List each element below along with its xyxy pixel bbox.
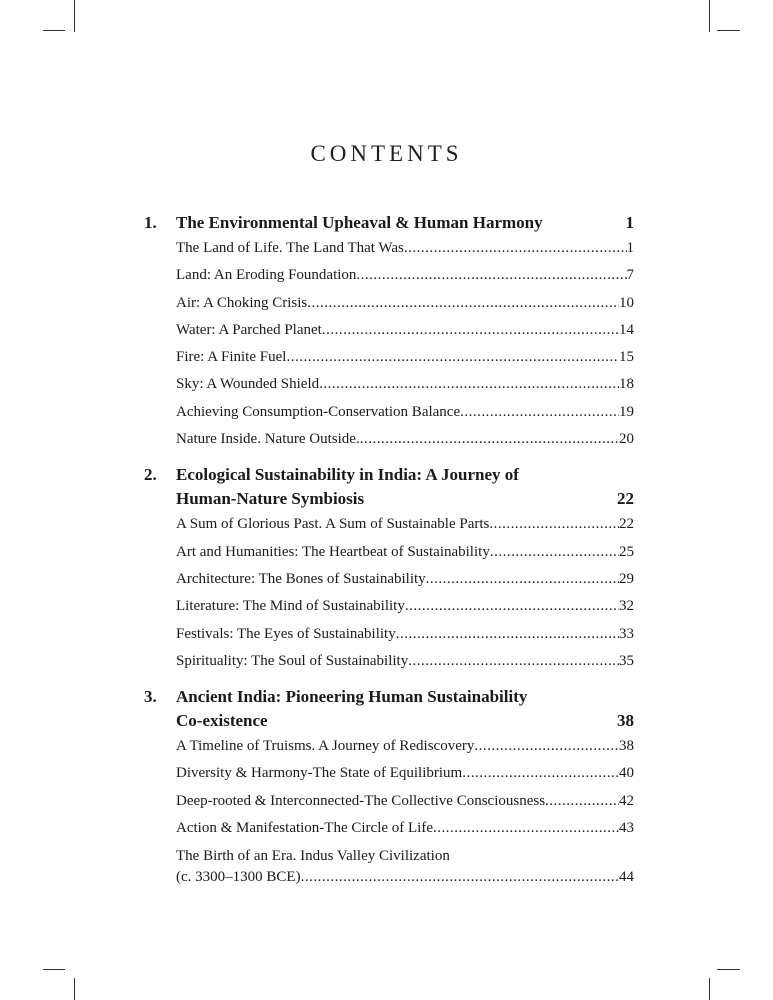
toc-entry[interactable] (144, 344, 634, 371)
chapter-number: 3. (144, 687, 157, 707)
chapter-page: 22 (617, 489, 634, 509)
toc-entry[interactable] (144, 399, 634, 426)
leader-dots (433, 815, 619, 842)
toc-entry-page: 32 (619, 598, 634, 615)
crop-mark-top-left-vertical (74, 0, 75, 32)
chapter-page: 38 (617, 711, 634, 731)
toc-entry[interactable] (144, 593, 634, 620)
leader-dots (356, 262, 626, 289)
chapter-number-spacer (144, 709, 176, 733)
toc-entry-title: Land: An Eroding Foundation (176, 267, 357, 284)
toc-entry-title: Nature Inside. Nature Outside. (176, 431, 360, 448)
leader-dots (490, 539, 619, 566)
toc-entry-title: The Birth of an Era. Indus Valley Civilization (176, 848, 450, 865)
toc-entry-page: 40 (619, 765, 634, 782)
chapter-title: Ancient India: Pioneering Human Sustainability (176, 687, 528, 707)
leader-dots (462, 760, 619, 787)
toc-entry-title: Achieving Consumption-Conservation Balance (176, 403, 461, 420)
toc-entry-title: Literature: The Mind of Sustainability (176, 598, 405, 615)
chapter-heading[interactable] (144, 211, 634, 235)
chapter-heading-continued[interactable] (144, 487, 634, 511)
toc-entry-page: 18 (619, 376, 634, 393)
leader-dots (426, 566, 619, 593)
toc-entry[interactable] (144, 788, 634, 815)
crop-mark-top-right-vertical (709, 0, 710, 32)
toc-entry-page: 7 (626, 267, 634, 284)
leader-dots (322, 317, 619, 344)
toc-entry-title: Spirituality: The Soul of Sustainability (176, 652, 409, 669)
toc-entry-title-line2: (c. 3300–1300 BCE) (176, 869, 301, 886)
toc-entry-title: A Timeline of Truisms. A Journey of Rediscovery (176, 738, 475, 755)
chapter-title: The Environmental Upheaval & Human Harmony (176, 213, 543, 232)
toc-entry-page: 42 (619, 792, 634, 809)
toc-entry-page: 25 (619, 543, 634, 560)
toc-entry[interactable] (144, 511, 634, 538)
chapter-title-line2: Human-Nature Symbiosis (176, 489, 365, 509)
toc-entry[interactable] (144, 539, 634, 566)
toc-entry[interactable] (144, 290, 634, 317)
leader-dots (286, 344, 619, 371)
toc-entry[interactable] (144, 371, 634, 398)
chapter-title: Ecological Sustainability in India: A Journey of (176, 465, 519, 485)
toc-entry[interactable] (144, 566, 634, 593)
leader-dots (489, 511, 619, 538)
toc-entry-title: Air: A Choking Crisis (176, 294, 308, 311)
toc-entry-page: 29 (619, 570, 634, 587)
toc-entry[interactable] (144, 235, 634, 262)
toc-entry[interactable] (144, 621, 634, 648)
chapter-number: 2. (144, 465, 157, 485)
leader-dots (360, 426, 619, 453)
leader-dots (545, 788, 619, 815)
chapter-page: 1 (625, 213, 634, 232)
toc-entry-page: 10 (619, 294, 634, 311)
crop-mark-bottom-left-horizontal (43, 969, 65, 970)
toc-entry-title: Action & Manifestation-The Circle of Life (176, 820, 433, 837)
toc-entry[interactable] (144, 815, 634, 842)
leader-dots (408, 648, 619, 675)
leader-dots (301, 866, 619, 888)
toc-entry-continued[interactable] (144, 866, 634, 888)
toc-entry-title: Fire: A Finite Fuel (176, 349, 287, 366)
leader-dots (319, 371, 619, 398)
toc-entry-page: 33 (619, 625, 634, 642)
toc-entry-page: 38 (619, 738, 634, 755)
toc-entry-page: 14 (619, 321, 634, 338)
toc-entry[interactable] (144, 262, 634, 289)
toc-entry-page: 20 (619, 431, 634, 448)
toc-entry-page: 35 (619, 652, 634, 669)
leader-dots (307, 290, 619, 317)
toc-entry[interactable] (144, 317, 634, 344)
toc-entry-page: 15 (619, 349, 634, 366)
chapter-heading[interactable] (144, 463, 634, 487)
crop-mark-top-left-horizontal (43, 30, 65, 31)
chapter-heading[interactable] (144, 685, 634, 709)
toc-entry-title: Water: A Parched Planet (176, 321, 322, 338)
toc-entry-title: Sky: A Wounded Shield (176, 376, 320, 393)
crop-mark-top-right-horizontal (717, 30, 740, 31)
crop-mark-bottom-left-vertical (74, 978, 75, 1000)
toc-entry-title: The Land of Life. The Land That Was (176, 240, 404, 256)
toc-entry[interactable] (144, 426, 634, 453)
leader-dots (460, 399, 619, 426)
toc-entry-page: 1 (626, 240, 634, 256)
leader-dots (474, 733, 619, 760)
crop-mark-bottom-right-horizontal (717, 969, 740, 970)
toc-entry-title: Festivals: The Eyes of Sustainability (176, 625, 396, 642)
toc-entry-multiline[interactable] (144, 842, 634, 866)
toc-entry-title: Deep-rooted & Interconnected-The Collective Consciousness (176, 792, 546, 809)
chapter-heading-continued[interactable] (144, 709, 634, 733)
toc-entry-page: 44 (619, 869, 634, 886)
toc-entry-title: A Sum of Glorious Past. A Sum of Sustainable Parts (176, 516, 490, 533)
chapter-number-spacer (144, 487, 176, 511)
toc-entry-title: Diversity & Harmony-The State of Equilibrium (176, 765, 463, 782)
crop-mark-bottom-right-vertical (709, 978, 710, 1000)
leader-dots (396, 621, 619, 648)
leader-dots (405, 593, 619, 620)
leader-dots (404, 235, 627, 262)
table-of-contents (144, 211, 634, 888)
toc-entry-title: Architecture: The Bones of Sustainability (176, 570, 426, 587)
toc-entry-page: 43 (619, 820, 634, 837)
toc-entry-page: 19 (619, 403, 634, 420)
toc-entry[interactable] (144, 733, 634, 760)
chapter-title-line2: Co-existence (176, 711, 268, 731)
toc-entry-title: Art and Humanities: The Heartbeat of Sustainability (176, 543, 490, 560)
chapter-number: 1. (144, 213, 157, 232)
page-title: CONTENTS (310, 141, 463, 166)
toc-entry[interactable] (144, 648, 634, 675)
toc-entry-page: 22 (619, 516, 634, 533)
toc-entry[interactable] (144, 760, 634, 787)
